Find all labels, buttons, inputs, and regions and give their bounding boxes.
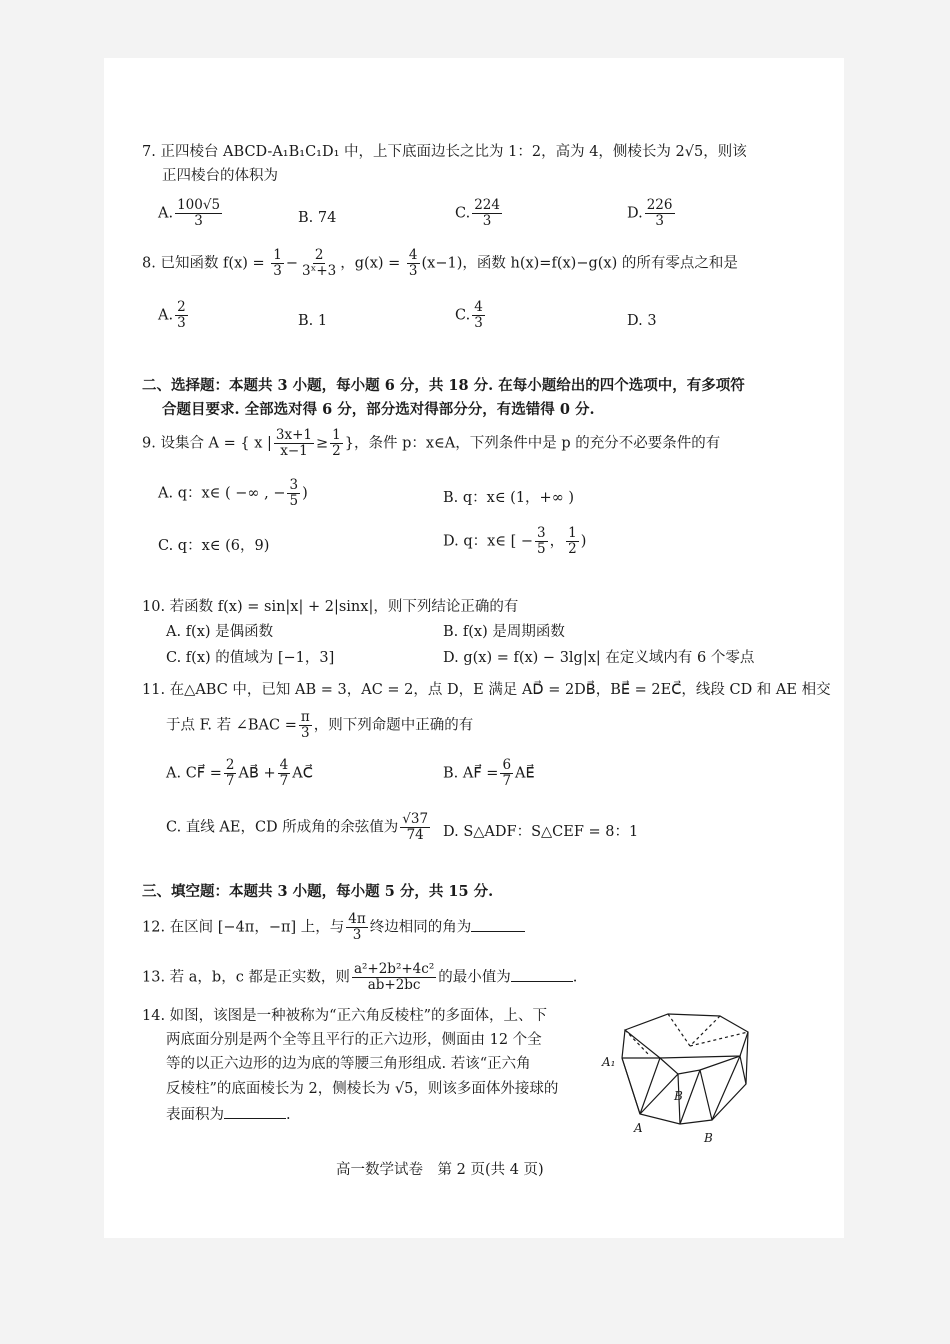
q10-option-a: A. f(x) 是偶函数	[166, 624, 274, 640]
q14-stem-line1: 14. 如图，该图是一种被称为“正六角反棱柱”的多面体，上、下	[142, 1008, 547, 1024]
q14-stem-line4: 反棱柱”的底面棱长为 2，侧棱长为 √5，则该多面体外接球的	[166, 1081, 559, 1097]
q14-stem-line5: 表面积为 .	[166, 1104, 291, 1125]
q10-stem: 10. 若函数 f(x) = sin|x| + 2|sinx|，则下列结论正确的有	[142, 599, 519, 615]
q10-option-d: D. g(x) = f(x) − 3lg|x| 在定义域内有 6 个零点	[443, 650, 755, 666]
q8-option-b: B. 1	[298, 313, 328, 329]
top-hexagon	[625, 1014, 748, 1058]
left-edge	[622, 1030, 625, 1058]
q14-answer-blank[interactable]	[224, 1104, 286, 1119]
lateral-faces	[622, 1056, 746, 1124]
q9-option-a: A. q：x∈ ( −∞ , − $\frac{3}{5}$ )	[158, 477, 308, 509]
q10-option-b: B. f(x) 是周期函数	[443, 624, 565, 640]
antiprism-figure	[600, 1006, 760, 1148]
q8-option-d: D. 3	[627, 313, 657, 329]
q11-stem-line1: 11. 在△ABC 中，已知 AB = 3，AC = 2，点 D，E 满足 AD⃗ = 2DB⃗，BE⃗ = 2EC⃗，线段 CD 和 AE 相交	[142, 682, 831, 698]
q9-stem: 9. 设集合 A = { x | $\frac{3x+1}{x-1}$ ≥ $\frac{1}{2}$ }，条件 p：x∈A，下列条件中是 p 的充分不必要条件的有	[142, 427, 721, 459]
q11-option-d: D. S△ADF：S△CEF = 8：1	[443, 824, 639, 840]
q10-option-c: C. f(x) 的值域为 [−1，3]	[166, 650, 335, 666]
section-2-heading: 二、选择题：本题共 3 小题，每小题 6 分，共 18 分. 在每小题给出的四个选项中，有多项符	[142, 377, 745, 394]
q9-option-b: B. q：x∈ (1，+∞ )	[443, 490, 575, 506]
q7-option-d: D. $\frac{226}{3}$	[627, 197, 673, 229]
section-3-heading: 三、填空题：本题共 3 小题，每小题 5 分，共 15 分.	[142, 883, 494, 900]
label-a: A	[634, 1121, 643, 1135]
q11-stem-line2: 于点 F. 若 ∠BAC = $\frac{\pi}{3}$ ，则下列命题中正确的有	[166, 709, 474, 741]
q8-option-a: A. $\frac{2}{3}$	[158, 299, 186, 331]
section-2-instructions: 合题目要求. 全部选对得 6 分，部分选对得部分分，有选错得 0 分.	[162, 401, 595, 418]
q14-stem-line2: 两底面分别是两个全等且平行的正六边形，侧面由 12 个全	[166, 1032, 542, 1048]
q9-option-c: C. q：x∈ (6，9)	[158, 538, 270, 554]
q13-answer-blank[interactable]	[511, 967, 573, 982]
q7-stem-line2: 正四棱台的体积为	[162, 168, 278, 184]
q7-option-c: C. $\frac{224}{3}$	[455, 197, 500, 229]
q7-option-a: A. $\frac{100√5}{3}$	[158, 197, 221, 229]
q7-option-b: B. 74	[298, 210, 337, 226]
label-b1: B	[674, 1089, 683, 1103]
hidden-edges	[625, 1014, 748, 1056]
q9-option-d: D. q：x∈ [ − $\frac{3}{5}$ ， $\frac{1}{2}$ )	[443, 525, 587, 557]
q11-option-a: A. CF⃗ = $\frac{2}{7}$ AB⃗ + $\frac{4}{7}$ AC⃗	[166, 757, 313, 789]
q8-stem: 8. 已知函数 f(x) = $\frac{1}{3}$ − $\frac{2}{\text{3ˣ+3}}$ ，g(x) = $\frac{4}{3}$ (x−1)，函数 h(x)=f(x)−g(x) 的所有零点之和是	[142, 247, 738, 279]
label-b: B	[704, 1131, 713, 1145]
page-footer: 高一数学试卷 第 2 页(共 4 页)	[336, 1162, 544, 1178]
q12-stem: 12. 在区间 [−4π，−π] 上，与 $\frac{4\pi}{3}$ 终边相同的角为	[142, 912, 525, 943]
q13-stem: 13. 若 a，b，c 都是正实数，则 $\frac{\text{a²+2b²+4c²}}{ab+2bc}$ 的最小值为 .	[142, 961, 578, 993]
q14-stem-line3: 等的以正六边形的边为底的等腰三角形组成. 若该“正六角	[166, 1056, 531, 1072]
q12-answer-blank[interactable]	[471, 917, 525, 932]
q7-stem-line1: 7. 正四棱台 ABCD-A₁B₁C₁D₁ 中，上下底面边长之比为 1：2，高为 4，侧棱长为 2√5，则该	[142, 144, 747, 160]
q8-option-c: C. $\frac{4}{3}$	[455, 299, 483, 331]
q11-option-b: B. AF⃗ = $\frac{6}{7}$ AE⃗	[443, 757, 535, 789]
label-a1: A₁	[602, 1055, 616, 1069]
q11-option-c: C. 直线 AE，CD 所成角的余弦值为 $\frac{√37}{74}$	[166, 811, 429, 843]
